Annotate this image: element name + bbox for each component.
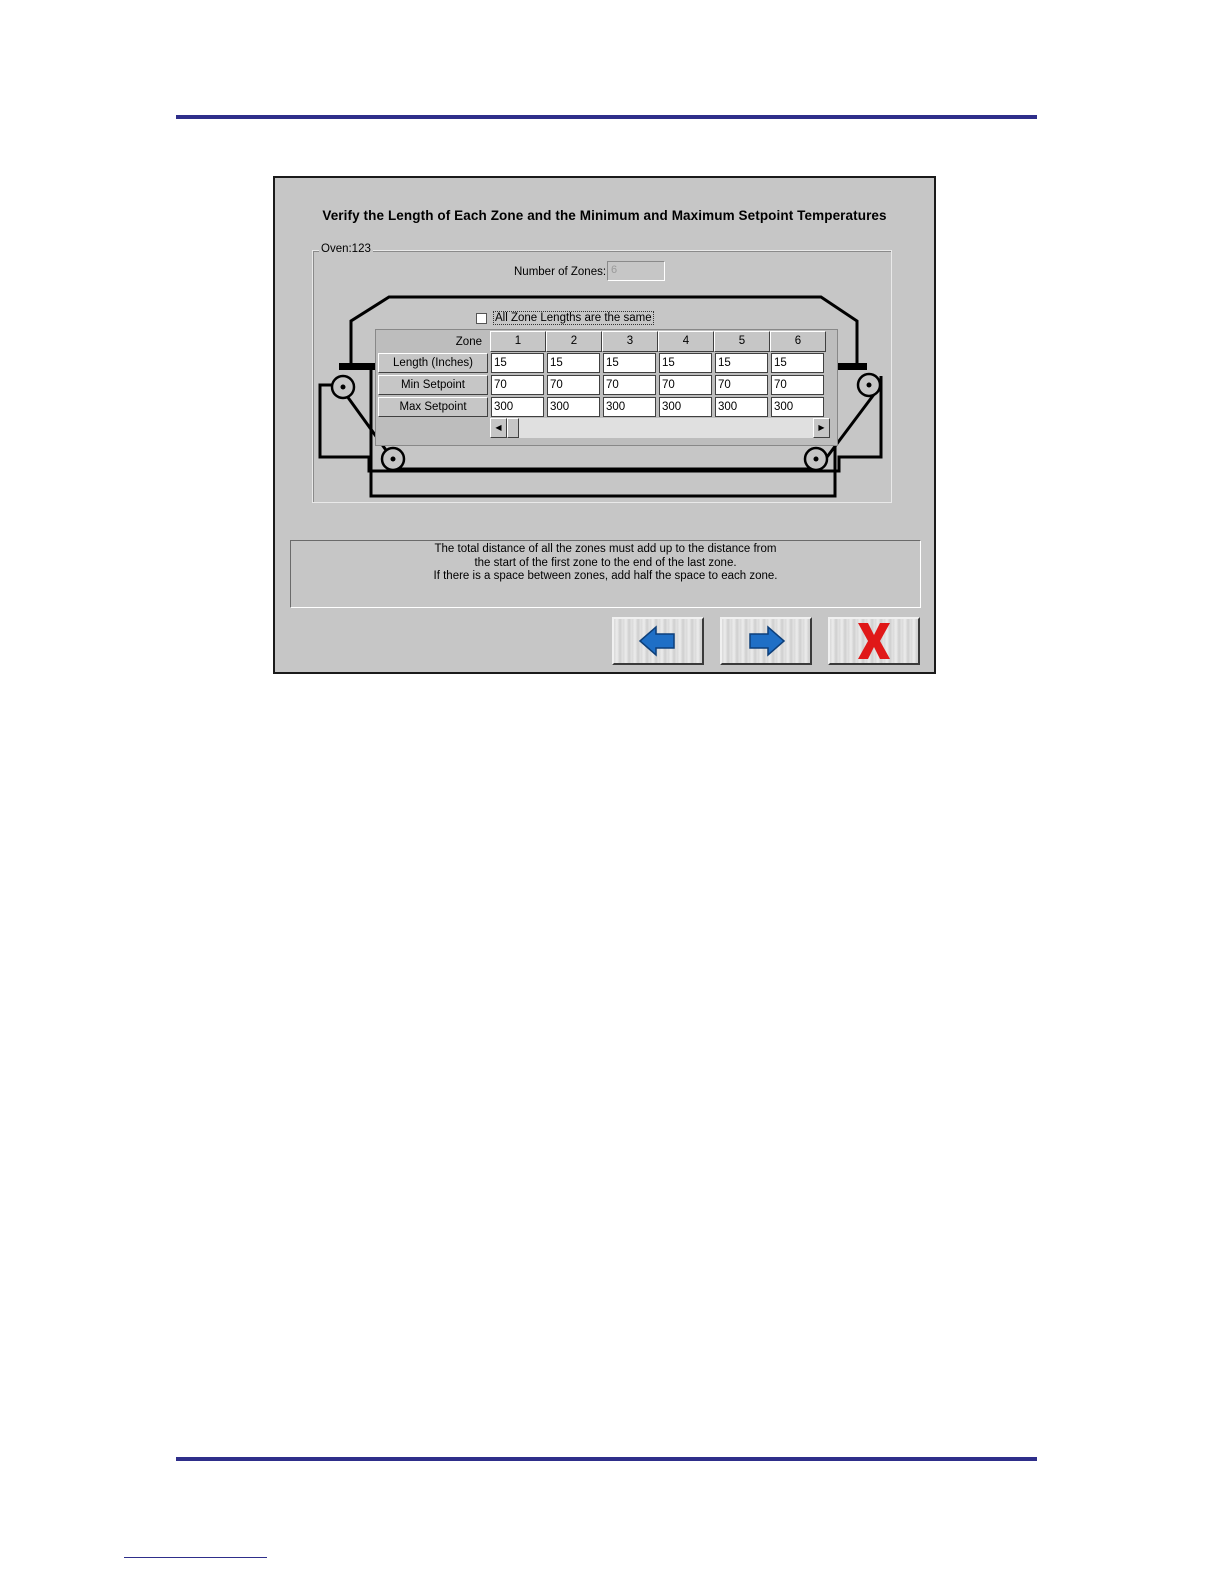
info-line: the start of the first zone to the end of the last zone. — [474, 556, 737, 569]
min-setpoint-cell[interactable]: 70 — [547, 375, 600, 395]
number-of-zones-field: 6 — [607, 261, 665, 281]
min-setpoint-cell[interactable]: 70 — [715, 375, 768, 395]
zone-column-header[interactable]: 3 — [602, 331, 658, 352]
length-cell[interactable]: 15 — [659, 353, 712, 373]
zone-column-header[interactable]: 4 — [658, 331, 714, 352]
max-setpoint-cell[interactable]: 300 — [715, 397, 768, 417]
dialog-title: Verify the Length of Each Zone and the Minimum and Maximum Setpoint Temperatures — [322, 208, 887, 223]
scroll-left-button[interactable]: ◀ — [490, 418, 507, 438]
all-same-checkbox-row[interactable] — [476, 310, 654, 326]
all-same-label[interactable]: All Zone Lengths are the same — [495, 312, 652, 324]
max-setpoint-cell[interactable]: 300 — [491, 397, 544, 417]
grid-horizontal-scrollbar[interactable] — [490, 418, 830, 438]
zone-column-header[interactable]: 2 — [546, 331, 602, 352]
min-setpoint-cell[interactable]: 70 — [603, 375, 656, 395]
footer-short-rule — [124, 1557, 267, 1558]
header-rule — [176, 115, 1037, 119]
cancel-button[interactable] — [828, 617, 920, 665]
max-setpoint-cell[interactable]: 300 — [771, 397, 824, 417]
info-line: The total distance of all the zones must add up to the distance from — [434, 543, 777, 555]
row-header-min-setpoint: Min Setpoint — [378, 375, 488, 395]
min-setpoint-cell[interactable]: 70 — [771, 375, 824, 395]
min-setpoint-cell[interactable]: 70 — [659, 375, 712, 395]
zone-column-header[interactable]: 1 — [490, 331, 546, 352]
next-button[interactable] — [720, 617, 812, 665]
oven-group-label: Oven:123 — [321, 243, 371, 255]
right-arrow-icon — [746, 625, 786, 657]
max-setpoint-cell[interactable]: 300 — [659, 397, 712, 417]
left-arrow-icon — [638, 625, 678, 657]
length-cell[interactable]: 15 — [715, 353, 768, 373]
footer-rule — [176, 1457, 1037, 1461]
max-setpoint-cell[interactable]: 300 — [547, 397, 600, 417]
back-button[interactable] — [612, 617, 704, 665]
max-setpoint-cell[interactable]: 300 — [603, 397, 656, 417]
row-header-length: Length (Inches) — [378, 353, 488, 373]
length-cell[interactable]: 15 — [771, 353, 824, 373]
left-mount-plate — [339, 363, 377, 370]
number-of-zones-label: Number of Zones: — [514, 266, 607, 278]
zone-grid — [375, 329, 838, 446]
length-cell[interactable]: 15 — [491, 353, 544, 373]
all-same-checkbox[interactable] — [476, 313, 487, 324]
info-line: If there is a space between zones, add half the space to each zone. — [433, 570, 778, 582]
zone-corner-label: Zone — [455, 336, 482, 348]
zone-setup-dialog — [273, 176, 936, 674]
scroll-thumb[interactable] — [507, 418, 519, 438]
scroll-right-button[interactable]: ▶ — [813, 418, 830, 438]
min-setpoint-cell[interactable]: 70 — [491, 375, 544, 395]
oven-group — [312, 243, 892, 503]
zone-column-header[interactable]: 5 — [714, 331, 770, 352]
length-cell[interactable]: 15 — [603, 353, 656, 373]
zone-column-header[interactable]: 6 — [770, 331, 826, 352]
info-panel — [290, 540, 921, 608]
red-x-icon — [852, 619, 896, 663]
length-cell[interactable]: 15 — [547, 353, 600, 373]
row-header-max-setpoint: Max Setpoint — [378, 397, 488, 417]
